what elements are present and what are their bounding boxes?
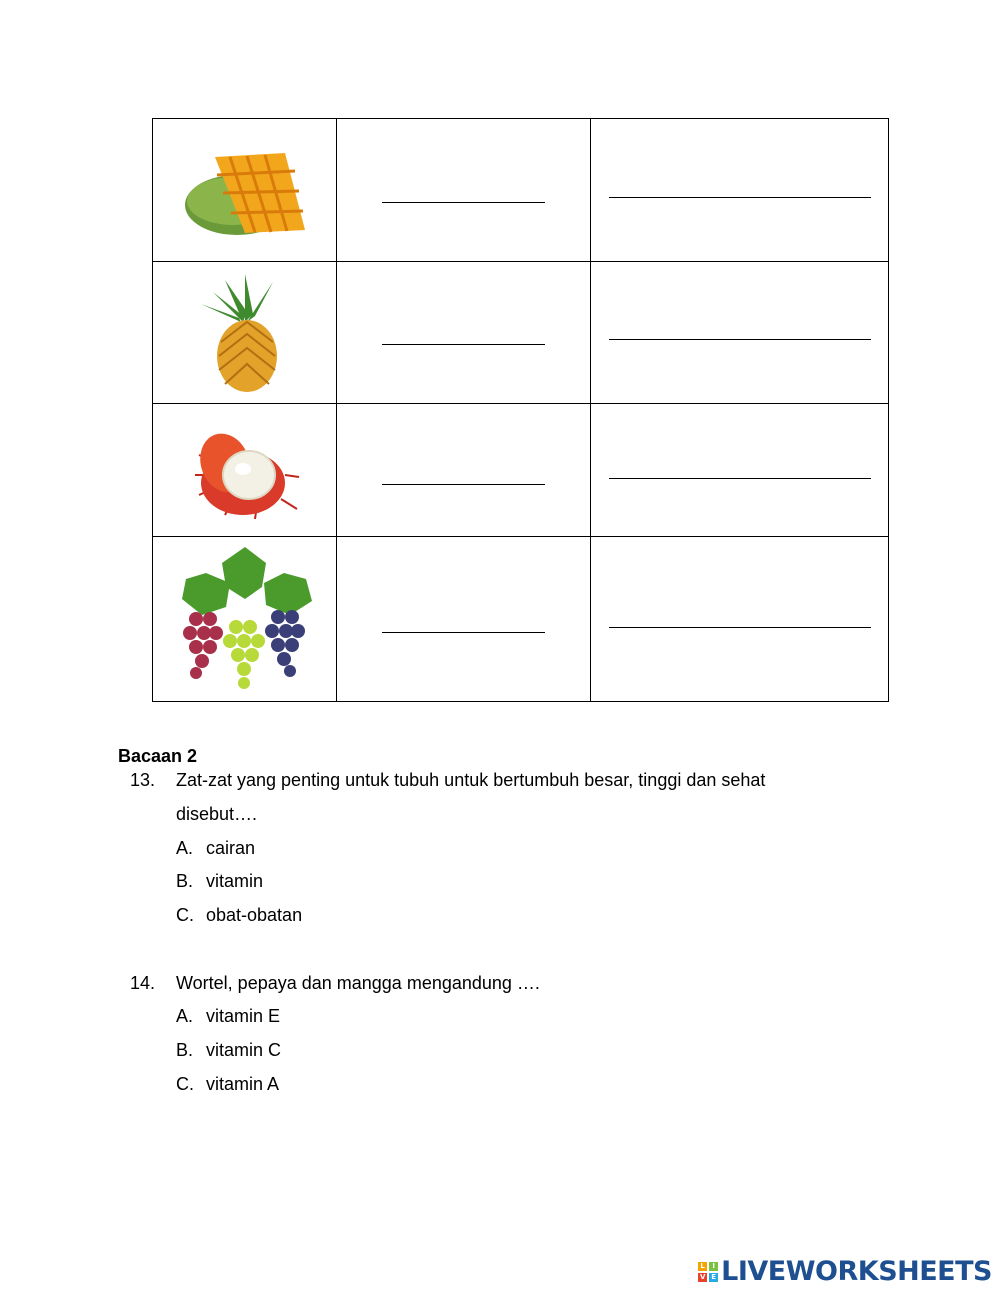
fruit-image-cell xyxy=(153,262,337,404)
question-14 xyxy=(0,973,1000,1003)
question-text: Zat-zat yang penting untuk tubuh untuk bertumbuh besar, tinggi dan sehat xyxy=(176,770,766,790)
rambutan-icon xyxy=(185,415,305,525)
fruit-name-cell xyxy=(337,537,590,702)
description-answer-blank[interactable] xyxy=(609,627,871,628)
fruit-image-cell xyxy=(153,404,337,537)
table-row xyxy=(153,119,889,262)
description-answer-blank[interactable] xyxy=(609,197,871,198)
answer-option[interactable]: A. cairan xyxy=(176,838,256,858)
question-13 xyxy=(0,770,1000,800)
answer-option[interactable]: C. vitamin A xyxy=(176,1074,280,1094)
fruit-description-cell xyxy=(590,262,888,404)
question-number: 13. xyxy=(130,770,156,790)
table-row xyxy=(153,404,889,537)
name-answer-blank[interactable] xyxy=(382,632,545,633)
pineapple-icon xyxy=(195,272,295,394)
question-number: 14. xyxy=(130,973,156,993)
liveworksheets-logo xyxy=(698,1256,992,1287)
fruit-description-cell xyxy=(590,537,888,702)
fruit-image-cell xyxy=(153,119,337,262)
fruit-name-cell xyxy=(337,119,590,262)
logo-text: LIVEWORKSHEETS xyxy=(721,1256,992,1287)
fruit-table xyxy=(152,118,889,702)
answer-option[interactable]: A. vitamin E xyxy=(176,1006,281,1026)
fruit-image-cell xyxy=(153,537,337,702)
table-row xyxy=(153,262,889,404)
name-answer-blank[interactable] xyxy=(382,344,545,345)
fruit-name-cell xyxy=(337,262,590,404)
mango-icon xyxy=(175,135,315,245)
fruit-description-cell xyxy=(590,404,888,537)
answer-option[interactable]: C. obat-obatan xyxy=(176,905,303,925)
answer-option[interactable]: B. vitamin xyxy=(176,871,264,891)
question-text-continued: disebut…. xyxy=(176,804,258,824)
grapes-icon xyxy=(166,543,324,695)
name-answer-blank[interactable] xyxy=(382,484,545,485)
question-text: Wortel, pepaya dan mangga mengandung …. xyxy=(176,973,540,993)
name-answer-blank[interactable] xyxy=(382,202,545,203)
section-title: Bacaan 2 xyxy=(118,746,198,766)
table-row xyxy=(153,537,889,702)
description-answer-blank[interactable] xyxy=(609,339,871,340)
fruit-description-cell xyxy=(590,119,888,262)
logo-blocks-icon: L I V E xyxy=(698,1262,718,1282)
description-answer-blank[interactable] xyxy=(609,478,871,479)
fruit-name-cell xyxy=(337,404,590,537)
answer-option[interactable]: B. vitamin C xyxy=(176,1040,282,1060)
